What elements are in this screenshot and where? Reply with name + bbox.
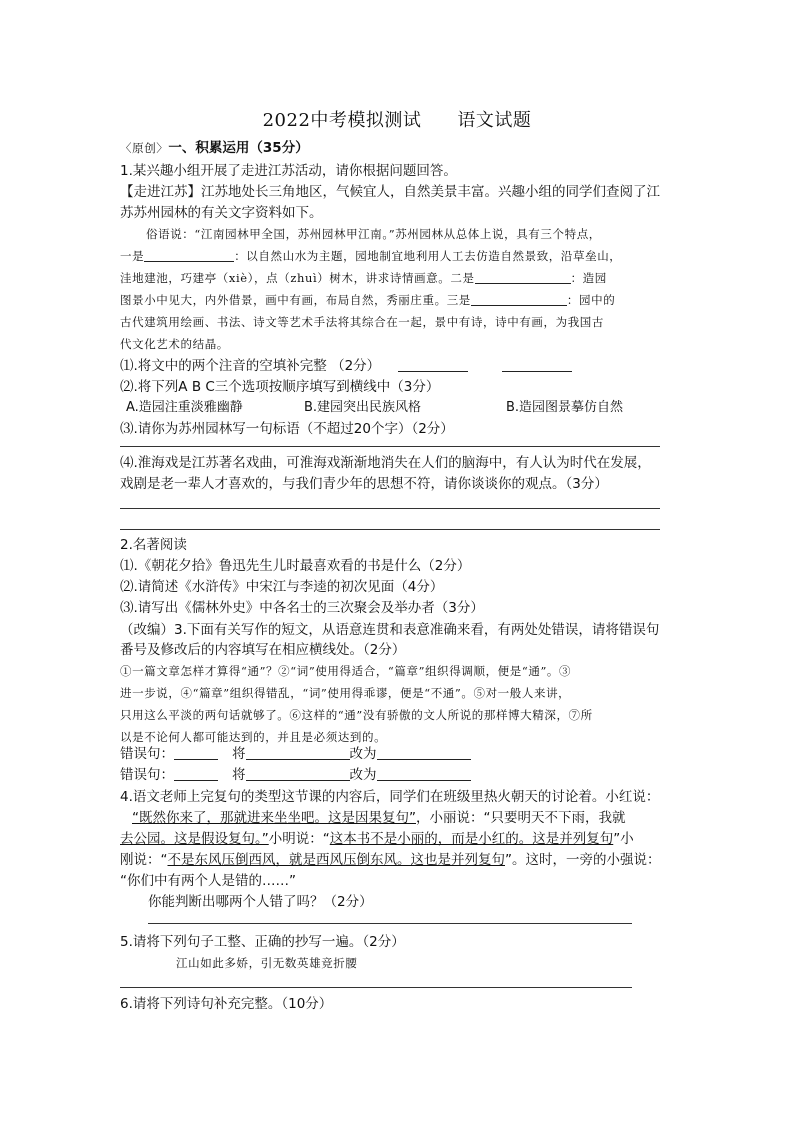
option-b: B.建园突出民族风格	[304, 400, 422, 415]
q3-stem-1: （改编）3.下面有关写作的短文，从语意连贯和表意准确来看，有两处处错误，请将错误句	[120, 622, 660, 638]
q1-intro-1: 【走进江苏】江苏地处长三角地区，气候宜人，自然美景丰富。兴趣小组的同学们查阅了江	[120, 184, 660, 200]
q2-stem: 2.名著阅读	[120, 537, 187, 553]
q1-passage-5: 古代建筑用绘画、书法、诗文等艺术手法将其综合在一起，景中有诗，诗中有画，为我国古	[120, 315, 604, 329]
q4-line-3	[120, 829, 634, 849]
revised-blank-1[interactable]	[377, 745, 471, 760]
error-label: 错误句：	[120, 767, 174, 783]
q3-stem-2: 番号及修改后的内容填写在相应横线处。（2分）	[120, 642, 406, 658]
q1-sub-1	[120, 356, 572, 376]
q3-passage-2: 进一步说，④“篇章”组织得错乱，“词”使用得乖谬，便是“不通”。⑤对一般人来讲，	[120, 686, 571, 700]
passage-text: 一是	[120, 249, 145, 263]
q4-text: 刚说：“	[120, 852, 168, 868]
source-tag: 〈原创〉	[120, 141, 169, 155]
q4-line-4	[120, 850, 661, 870]
q5-stem: 5.请将下列句子工整、正确的抄写一遍。（2分）	[120, 934, 405, 950]
passage-text: ：园中的	[566, 293, 616, 307]
answer-blank-1[interactable]	[144, 247, 234, 262]
q4-text: ，小丽说：“只要明天不下雨，我就	[416, 810, 626, 826]
q2-sub-3: ⑶.请写出《儒林外史》中各名士的三次聚会及举办者（3分）	[120, 600, 484, 616]
error-row-1	[120, 744, 471, 764]
answer-blank-3[interactable]	[471, 291, 567, 306]
answer-line[interactable]	[148, 923, 632, 924]
xiaoli-quote: 去公园。这是假设复句。”	[120, 831, 269, 847]
pinyin-blank-2[interactable]	[502, 357, 572, 372]
q6-stem: 6.请将下列诗句补充完整。（10分）	[120, 996, 333, 1012]
passage-text: 图景小中见大，内外借景，画中有画，布局自然，秀丽庄重。三是	[120, 293, 471, 307]
q1-passage-4	[120, 290, 615, 310]
q4-line-6: 你能判断出哪两个人错了吗？（2分）	[148, 894, 373, 910]
q2-sub-1: ⑴.《朝花夕拾》鲁迅先生儿时最喜欢看的书是什么（2分）	[120, 558, 471, 574]
q3-passage-3: 只用这么平淡的两句话就够了。⑥这样的“通”没有骄傲的文人所说的那样博大精深，⑦所	[120, 708, 593, 722]
q3-passage-4: 以是不论何人都可能达到的，并且是必须达到的。	[120, 730, 387, 744]
gaiwei-label: 改为	[349, 746, 377, 762]
error-label: 错误句：	[120, 746, 174, 762]
option-a: A.造园注重淡雅幽静	[126, 400, 243, 415]
passage-text: 洼地建池，巧建亭（xiè），点（zhuì）树木，讲求诗情画意。二是	[120, 271, 475, 285]
original-blank-1[interactable]	[246, 745, 350, 760]
jiang-label: 将	[232, 767, 246, 783]
q1-sub-2: ⑵.将下列A B C三个选项按顺序填写到横线中（3分）	[120, 379, 440, 395]
option-c: B.造园图景摹仿自然	[506, 400, 624, 415]
q4-line-2	[120, 808, 626, 828]
gaiwei-label: 改为	[349, 767, 377, 783]
xiaohong-quote: “既然你来了，那就进来坐坐吧。这是因果复句”	[132, 810, 416, 826]
q1-passage-1: 俗语说：“江南园林甲全国，苏州园林甲江南。”苏州园林从总体上说，具有三个特点，	[146, 227, 601, 241]
answer-line[interactable]	[120, 529, 660, 530]
original-blank-2[interactable]	[246, 766, 350, 781]
q1-stem: 1.某兴趣小组开展了走进江苏活动，请你根据问题回答。	[120, 163, 457, 179]
q4-line-5: “你们中有两个人是错的……”	[120, 873, 296, 889]
q2-sub-2: ⑵.请简述《水浒传》中宋江与李逵的初次见面（4分）	[120, 579, 444, 595]
q1-options	[126, 398, 623, 418]
subject-title: 语文试题	[457, 110, 532, 131]
answer-line[interactable]	[120, 987, 632, 988]
error-row-2	[120, 765, 471, 785]
section-title: 一、积累运用（35分）	[168, 140, 309, 156]
q4-text: ”。这时，一旁的小强说：	[505, 852, 661, 868]
passage-text: ：以自然山水为主题，园地制宜地利用人工去仿造自然景致，沿草垒山，	[234, 249, 622, 263]
q4-text: 小明说：“	[268, 831, 330, 847]
q1-passage-3	[120, 268, 607, 288]
exam-title: 2022中考模拟测试	[262, 110, 422, 131]
xiaoming-quote: 这本书不是小丽的，而是小红的。这是并列复句	[329, 831, 614, 847]
q4-line-1: 4.语文老师上完复句的类型这节课的内容后，同学们在班级里热火朝天的讨论着。小红说：	[120, 789, 660, 805]
pinyin-blank-1[interactable]	[398, 357, 468, 372]
q1-passage-2	[120, 246, 621, 266]
xiaogang-quote: 不是东风压倒西风，就是西风压倒东风。这也是并列复句	[167, 852, 505, 868]
error-number-blank-1[interactable]	[174, 745, 218, 760]
passage-text: ：造园	[570, 271, 607, 285]
answer-line[interactable]	[120, 508, 660, 509]
q1-sub-3: ⑶.请你为苏州园林写一句标语（不超过20个字）（2分）	[120, 421, 454, 437]
revised-blank-2[interactable]	[377, 766, 471, 781]
answer-blank-2[interactable]	[475, 269, 571, 284]
page-title	[0, 106, 794, 132]
section-heading	[120, 138, 309, 158]
q1-sub-4-line-2: 戏剧是老一辈人才喜欢的，与我们青少年的思想不符，请你谈谈你的观点。（3分）	[120, 476, 608, 492]
q5-sentence: 江山如此多娇，引无数英雄竞折腰	[176, 956, 358, 970]
q4-text: ”小	[613, 831, 634, 847]
q1-sub-4-line-1: ⑷.淮海戏是江苏著名戏曲，可淮海戏渐渐地消失在人们的脑海中，有人认为时代在发展，	[120, 455, 651, 471]
error-number-blank-2[interactable]	[174, 766, 218, 781]
sub-question-text: ⑴.将文中的两个注音的空填补完整 （2分）	[120, 358, 381, 374]
q1-passage-6: 代文化艺术的结晶。	[120, 337, 229, 351]
q1-intro-2: 苏苏州园林的有关文字资料如下。	[120, 205, 323, 221]
answer-line[interactable]	[120, 446, 660, 447]
jiang-label: 将	[232, 746, 246, 762]
q3-passage-1: ①一篇文章怎样才算得“通”？②“词”使用得适合，“篇章”组织得调顺，便是“通”。③	[120, 664, 572, 678]
